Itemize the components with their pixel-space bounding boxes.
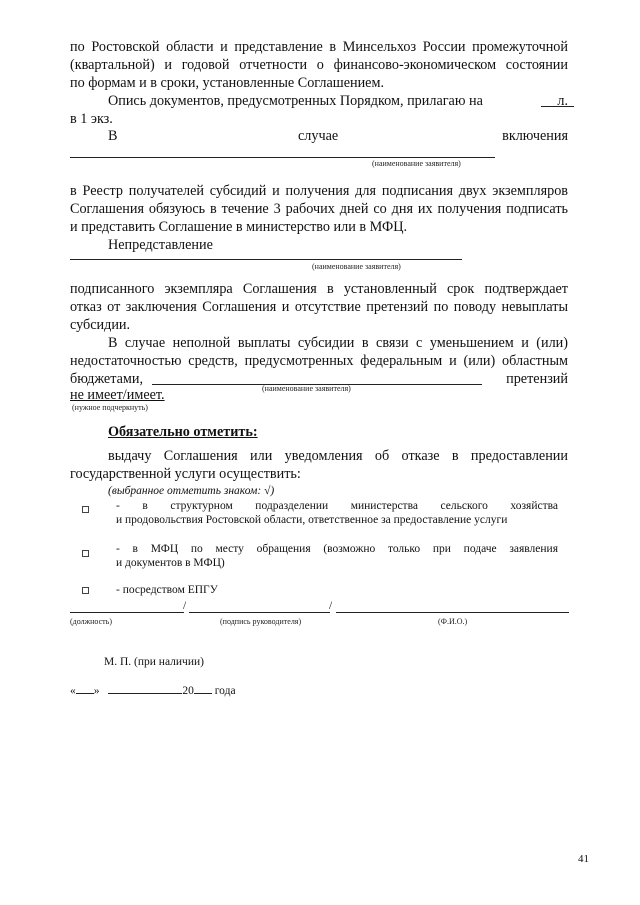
top-text-line-3: по формам и в сроки, установленные Соглашением. <box>70 75 385 91</box>
signature-sign-blank[interactable] <box>189 612 330 613</box>
option-epgu-checkbox[interactable] <box>82 587 89 594</box>
option-mfc-checkbox[interactable] <box>82 550 89 557</box>
option-mfc-line-2: и документов в МФЦ) <box>116 557 225 569</box>
stamp-label: М. П. (при наличии) <box>104 656 204 668</box>
inventory-copies: в 1 экз. <box>70 111 113 127</box>
mandatory-line-2: государственной услуги осуществить: <box>70 466 301 482</box>
signature-position-blank[interactable] <box>70 612 184 613</box>
nonsubmission-caption: (наименование заявителя) <box>312 262 401 271</box>
option-ministry-checkbox[interactable] <box>82 506 89 513</box>
inclusion-caption: (наименование заявителя) <box>372 159 461 168</box>
top-text-line-2: (квартальной) и годовой отчетности о финансово-экономическом состоянии <box>70 57 568 73</box>
mandatory-line-1: выдачу Соглашения или уведомления об отказе в предоставлении <box>108 448 568 464</box>
inventory-unit: л. <box>557 93 568 109</box>
mandatory-heading: Обязательно отметить: <box>108 424 258 440</box>
partial-caption: (наименование заявителя) <box>262 384 351 393</box>
page-number: 41 <box>578 853 589 865</box>
date-row <box>70 680 236 698</box>
signature-separator-1: / <box>183 600 187 612</box>
inclusion-applicant-blank[interactable] <box>70 157 495 158</box>
nonsubmission-line-2: отказ от заключения Соглашения и отсутствие претензий по поводу невыплаты <box>70 299 568 315</box>
date-month-blank[interactable] <box>108 680 182 694</box>
date-year-blank[interactable] <box>194 680 212 694</box>
signature-name-blank[interactable] <box>336 612 569 613</box>
inventory-text: Опись документов, предусмотренных Порядком, прилагаю на <box>108 93 483 109</box>
signature-name-caption: (Ф.И.О.) <box>438 617 468 626</box>
signature-sign-caption: (подпись руководителя) <box>220 617 302 626</box>
nonsubmission-applicant-blank[interactable] <box>70 259 462 260</box>
nonsubmission-line-3: субсидии. <box>70 317 131 333</box>
inclusion-word-3: включения <box>502 128 568 144</box>
option-ministry-line-1: - в структурном подразделении министерства сельского хозяйства <box>116 500 558 512</box>
inclusion-word-1: В <box>108 128 118 144</box>
option-mfc-line-1: - в МФЦ по месту обращения (возможно только при подаче заявления <box>116 543 558 555</box>
inclusion-line-3: и представить Соглашение в министерство или в МФЦ. <box>70 219 408 235</box>
partial-options[interactable]: не имеет/имеет. <box>70 387 165 403</box>
date-open-quote: « <box>70 685 76 697</box>
partial-line-3-start: бюджетами, <box>70 371 144 387</box>
date-close-quote: » <box>93 685 100 697</box>
date-year-prefix: 20 <box>182 685 194 697</box>
top-text-line-1: по Ростовской области и представление в Минсельхоз России промежуточной <box>70 39 568 55</box>
nonsubmission-line-1: подписанного экземпляра Соглашения в установленный срок подтверждает <box>70 281 568 297</box>
inclusion-word-2: случае <box>298 128 339 144</box>
signature-separator-2: / <box>329 600 333 612</box>
partial-options-caption: (нужное подчеркнуть) <box>72 403 148 412</box>
nonsubmission-word: Непредставление <box>108 237 213 253</box>
inclusion-line-1: в Реестр получателей субсидий и получения для подписания двух экземпляров <box>70 183 568 199</box>
inclusion-line-2: Соглашения обязуюсь в течение 3 рабочих дней со дня их получения подписать <box>70 201 568 217</box>
signature-position-caption: (должность) <box>70 617 112 626</box>
option-epgu-line-1: - посредством ЕПГУ <box>116 584 218 596</box>
partial-line-2: недостаточностью средств, предусмотренных федеральным и (или) областным <box>70 353 568 369</box>
partial-line-1: В случае неполной выплаты субсидии в связи с уменьшением и (или) <box>108 335 568 351</box>
mandatory-hint: (выбранное отметить знаком: √) <box>108 485 275 497</box>
date-year-suffix: года <box>214 685 236 697</box>
option-ministry-line-2: и продовольствия Ростовской области, ответственное за предоставление услуги <box>116 514 508 526</box>
partial-line-3-end: претензий <box>506 371 568 387</box>
date-day-blank[interactable] <box>76 680 94 694</box>
